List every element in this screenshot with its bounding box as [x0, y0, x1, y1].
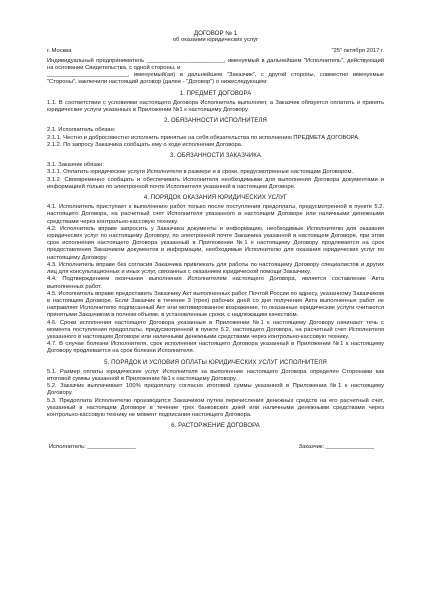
intro-paragraph: _________________________, именуемый(ая) в дальнейшем "Заказчик", с другой стороны, совместно именуемые "Стороны", заключили настоящий договор (далее - "Договор") о нижеследующем: — [47, 72, 384, 86]
section-heading: 6. РАСТОРЖЕНИЕ ДОГОВОРА — [171, 423, 260, 430]
clause: 4.2. Исполнитель вправе запросить у Заказчика документы и информацию, необходимые Исполнителю для оказания юридических услуг по настоящему Договору, по электронной почте Заказчика указанной в настоящем Договоре, при этом срок исполнения настоящего Договора указанный в Приложении №1 к настоящему Договору продлевается на срок предоставления Заказчиком документов и информации, необходимые Исполнителю для оказания юридических услуг по настоящему Договору. — [47, 225, 384, 261]
clause: 3.1.1. Оплатить юридические услуги Исполнителя в размере и в сроки, предусмотренные настоящим Договором. — [47, 169, 354, 176]
clause: 2.1.1. Честно и добросовестно исполнить принятые на себя обязательства по исполнению ПРЕДМЕТА ДОГОВОРА. — [47, 134, 360, 141]
clause: 4.7. В случае болезни Исполнителя, срок исполнения настоящего Договора указанный в Приложении №1 к настоящему Договору продлевается на срок болезни Исполнителя. — [47, 341, 384, 355]
city: г. Москва — [47, 47, 72, 54]
section-heading: 3. ОБЯЗАННОСТИ ЗАКАЗЧИКА — [169, 153, 262, 160]
section-heading: 4. ПОРЯДОК ОКАЗАНИЯ ЮРИДИЧЕСКИХ УСЛУГ — [143, 195, 288, 202]
clause: 4.5. Исполнитель вправе предоставить Заказчику Акт выполненных работ Почтой России по адресу, указанному Заказчиком в настоящем Договоре. Если Заказчик в течение 3 (трех) рабочих дней со дня получения Акта выполненных работ не направляет Исполнителю подписанный Акт или мотивированное возражение, то оказанные юридические услуги считаются принятыми Заказчиком в полном объеме, в установленные сроки, с надлежащим качеством. — [47, 290, 384, 319]
document-title: ДОГОВОР № 1 — [193, 30, 238, 37]
place-date-row — [47, 48, 384, 55]
clause: 1.1. В соответствии с условиями настоящего Договора Исполнитель выполняет, а Заказчик обязуется оплатить и принять юридические услуги указанных в Приложении №1 к настоящему Договору. — [47, 99, 384, 114]
clause: 5.1. Размер оплаты юридических услуг Исполнителя за выполнение настоящего Договора определен Сторонами как итоговой суммы указанной в Приложении №1 к настоящему Договору. — [47, 368, 384, 382]
clause: 3.1.2. Своевременно сообщать и обеспечивать Исполнителя необходимыми для выполнения Договора документами и информацией только по электронной почте Исполнителя указанной в настоящем Договоре. — [47, 176, 384, 190]
clause: 4.1. Исполнитель приступает к выполнению работ только после поступления предоплаты, предусмотренной в пункте 5.2. настоящего Договора, на расчетный счет Исполнителя указанного в настоящем Договоре или наличными денежными средствами через контрольно-кассовую технику. — [47, 204, 384, 225]
clause: 4.3. Исполнитель вправе без согласия Заказчика привлекать для работы по настоящему Договору специалистов и других лиц для консультационных и иных услуг, связанных с оказанием юридической помощи Заказчику. — [47, 261, 384, 276]
section-heading: 1. ПРЕДМЕТ ДОГОВОРА — [179, 90, 252, 97]
clause: 2.1. Исполнитель обязан: — [47, 127, 116, 134]
executor-signature: Исполнитель: _______________ — [49, 444, 136, 451]
clause: 4.4. Подтверждением окончания выполнения Исполнителем настоящего Договора, является составление Акта выполненных работ. — [47, 276, 384, 290]
customer-signature: Заказчик: _______________ — [298, 444, 374, 451]
clause: 5.2. Заказчик выплачивает 100% предоплату согласно итоговой суммы указанной в Приложении №1 к настоящему Договору. — [47, 383, 384, 397]
contract-date: "25" октября 2017 г. — [331, 47, 384, 54]
clause: 2.1.2. По запросу Заказчика сообщать ему о ходе исполнения Договора. — [47, 141, 243, 148]
signature-row — [47, 444, 384, 451]
clause: 5.3. Предоплата Исполнителю производится Заказчиком путем перечисления денежных средств на его расчетный счет, указанный в настоящем Договоре в течение трех банковских дней или наличными денежными средствами через контрольно-кассовую технику не момент подписания настоящего Договора. — [47, 397, 384, 418]
document-subtitle: об оказании юридических услуг — [172, 37, 259, 44]
clause: 3.1. Заказчик обязан: — [47, 162, 104, 169]
section-heading: 2. ОБЯЗАННОСТИ ИСПОЛНИТЕЛЯ — [164, 118, 267, 125]
intro-paragraph: Индивидуальный предприниматель ________________________, именуемый в дальнейшем "Исполнитель", действующий на основании Свидетельства, с одной стороны, и — [47, 57, 384, 72]
section-heading: 5. ПОРЯДОК И УСЛОВИЯ ОПЛАТЫ ЮРИДИЧЕСКИХ УСЛУГ ИСПОЛНИТЕЛЯ — [104, 359, 327, 366]
clause: 4.6. Сроки исполнения настоящего Договора указанные в Приложении №1 к настоящему Договору начинают течь с момента поступления предоплаты, предусмотренной в пункте 5.2. настоящего Договора, на расчетный счет Исполнителя указанного в настоящем Договоре или наличными денежными средствами через контрольно-кассовую технику. — [47, 319, 384, 340]
